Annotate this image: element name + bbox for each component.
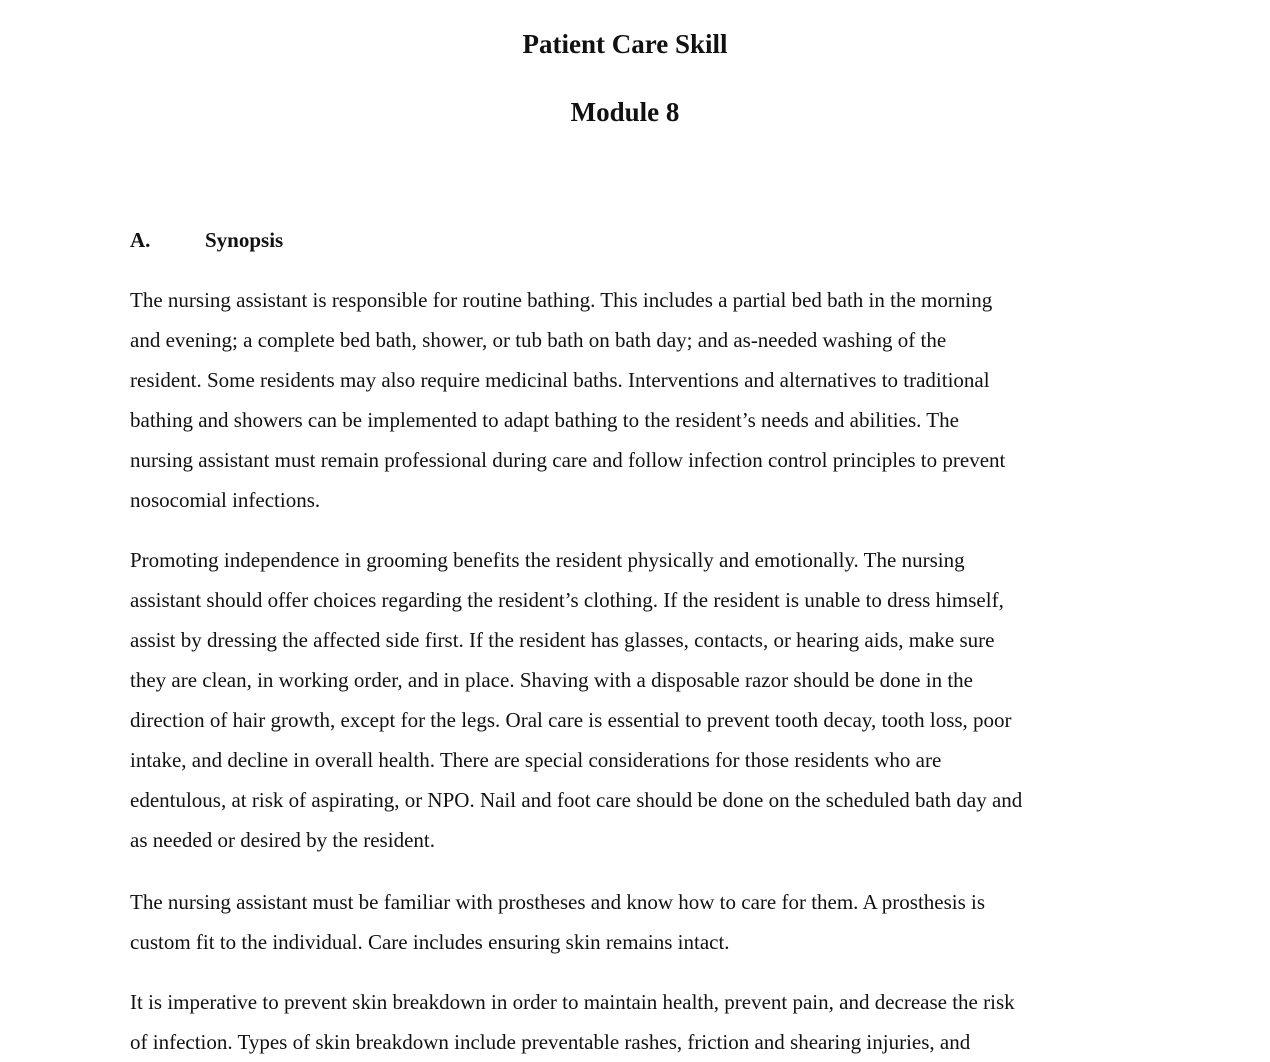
- paragraph-bathing: [130, 280, 1130, 520]
- paragraph-grooming: [130, 540, 1130, 860]
- paragraph-line: of infection. Types of skin breakdown include preventable rashes, friction and shearing injuries, and: [130, 1030, 971, 1054]
- paragraph-line: direction of hair growth, except for the legs. Oral care is essential to prevent tooth decay, tooth loss, poor: [130, 708, 1012, 732]
- paragraph-line: as needed or desired by the resident.: [130, 828, 435, 852]
- paragraph-line: and evening; a complete bed bath, shower, or tub bath on bath day; and as-needed washing of the: [130, 328, 947, 352]
- paragraph-line: assist by dressing the affected side first. If the resident has glasses, contacts, or hearing aids, make sure: [130, 628, 995, 652]
- document-subtitle: Module 8: [570, 97, 680, 127]
- paragraph-prostheses: [130, 882, 1130, 962]
- paragraph-skin-breakdown: [130, 982, 1130, 1062]
- paragraph-line: edentulous, at risk of aspirating, or NPO. Nail and foot care should be done on the scheduled bath day and: [130, 788, 1023, 812]
- paragraph-line: resident. Some residents may also require medicinal baths. Interventions and alternatives to traditional: [130, 368, 990, 392]
- paragraph-line: assistant should offer choices regarding the resident’s clothing. If the resident is unable to dress himself,: [130, 588, 1004, 612]
- paragraph-line: Promoting independence in grooming benefits the resident physically and emotionally. The nursing: [130, 548, 965, 572]
- paragraph-line: The nursing assistant is responsible for routine bathing. This includes a partial bed bath in the morning: [130, 288, 993, 312]
- paragraph-line: nursing assistant must remain professional during care and follow infection control principles to prevent: [130, 448, 1006, 472]
- paragraph-line: intake, and decline in overall health. There are special considerations for those residents who are: [130, 748, 942, 772]
- paragraph-line: nosocomial infections.: [130, 488, 321, 512]
- paragraph-line: It is imperative to prevent skin breakdown in order to maintain health, prevent pain, and decrease the risk: [130, 990, 1015, 1014]
- paragraph-line: they are clean, in working order, and in place. Shaving with a disposable razor should be done in the: [130, 668, 973, 692]
- section-letter: A.: [130, 228, 151, 252]
- section-heading: [130, 226, 283, 254]
- paragraph-line: custom fit to the individual. Care includes ensuring skin remains intact.: [130, 930, 730, 954]
- section-title: Synopsis: [205, 228, 284, 252]
- document-title: Patient Care Skill: [522, 29, 728, 59]
- paragraph-line: bathing and showers can be implemented to adapt bathing to the resident’s needs and abilities. The: [130, 408, 959, 432]
- paragraph-line: The nursing assistant must be familiar with prostheses and know how to care for them. A prosthesis is: [130, 890, 986, 914]
